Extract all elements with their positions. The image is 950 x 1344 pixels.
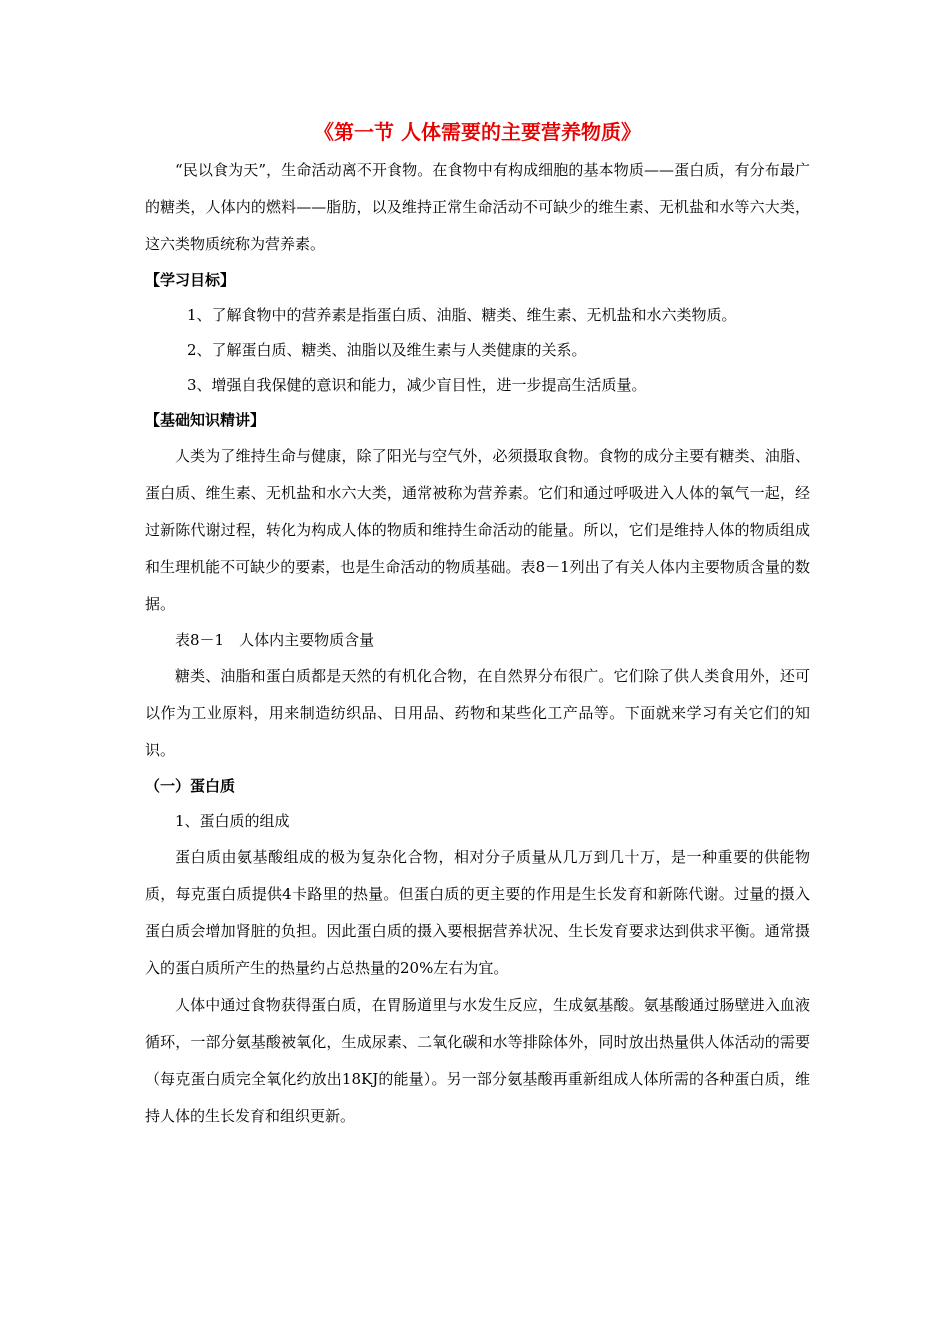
- protein-heading: （一）蛋白质: [145, 777, 236, 795]
- protein-paragraph: 人体中通过食物获得蛋白质，在胃肠道里与水发生反应，生成氨基酸。氨基酸通过肠壁进入血液循环，一部分氨基酸被氧化，生成尿素、二氧化碳和水等排除体外，同时放出热量供人体活动的需要（每克蛋白质完全氧化约放出18KJ的能量）。另一部分氨基酸再重新组成人体所需的各种蛋白质，维持人体的生长发育和组织更新。: [145, 996, 810, 1125]
- document-title: 《第一节 人体需要的主要营养物质》: [314, 120, 641, 144]
- protein-subheading: 1、蛋白质的组成: [175, 812, 290, 830]
- basics-paragraph: 人类为了维持生命与健康，除了阳光与空气外，必须摄取食物。食物的成分主要有糖类、油脂、蛋白质、维生素、无机盐和水六大类，通常被称为营养素。它们和通过呼吸进入人体的氧气一起，经过新陈代谢过程，转化为构成人体的物质和维持生命活动的能量。所以，它们是维持人体的物质组成和生理机能不可缺少的要素，也是生命活动的物质基础。表8－1列出了有关人体内主要物质含量的数据。: [145, 447, 810, 613]
- goal-item: 2、了解蛋白质、糖类、油脂以及维生素与人类健康的关系。: [187, 341, 587, 359]
- intro-paragraph: “民以食为天”，生命活动离不开食物。在食物中有构成细胞的基本物质——蛋白质，有分布最广的糖类，人体内的燃料——脂肪，以及维持正常生命活动不可缺少的维生素、无机盐和水等六大类，这六类物质统称为营养素。: [145, 161, 810, 253]
- basics-paragraph: 糖类、油脂和蛋白质都是天然的有机化合物，在自然界分布很广。它们除了供人类食用外，还可以作为工业原料，用来制造纺织品、日用品、药物和某些化工产品等。下面就来学习有关它们的知识。: [145, 667, 810, 759]
- document-page: [145, 118, 810, 1135]
- goal-item: 1、了解食物中的营养素是指蛋白质、油脂、糖类、维生素、无机盐和水六类物质。: [187, 306, 737, 324]
- goals-heading: 【学习目标】: [145, 271, 236, 289]
- protein-paragraph: 蛋白质由氨基酸组成的极为复杂化合物，相对分子质量从几万到几十万，是一种重要的供能物质，每克蛋白质提供4卡路里的热量。但蛋白质的更主要的作用是生长发育和新陈代谢。过量的摄入蛋白质会增加肾脏的负担。因此蛋白质的摄入要根据营养状况、生长发育要求达到供求平衡。通常摄入的蛋白质所产生的热量约占总热量的20%左右为宜。: [145, 848, 810, 977]
- basics-heading: 【基础知识精讲】: [145, 411, 266, 429]
- table-caption: 表8－1 人体内主要物质含量: [175, 631, 375, 649]
- goal-item: 3、增强自我保健的意识和能力，减少盲目性，进一步提高生活质量。: [187, 376, 647, 394]
